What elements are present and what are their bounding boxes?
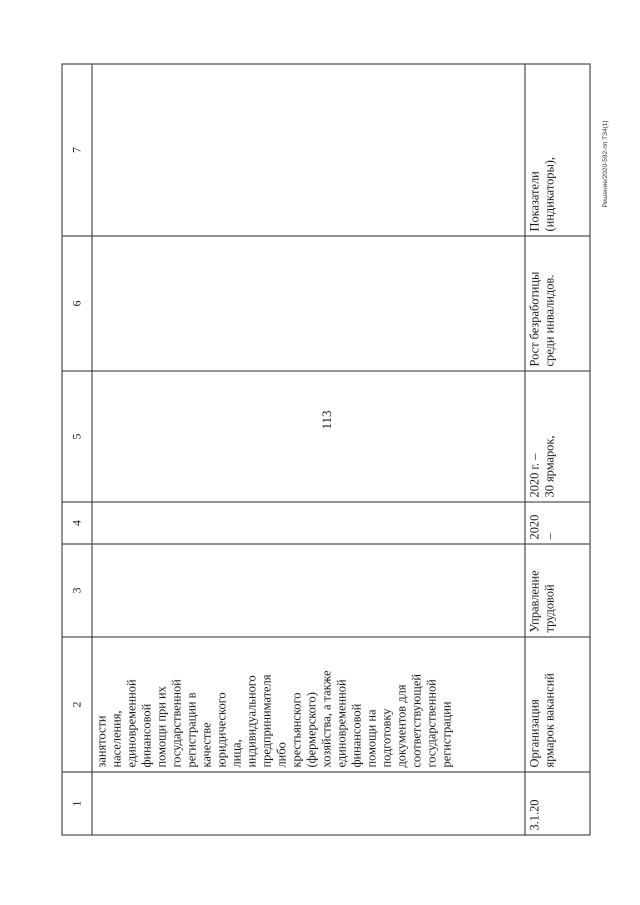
cell-text-line: финансовой bbox=[139, 703, 154, 768]
cell-number bbox=[92, 772, 525, 835]
table-row-continuation bbox=[92, 64, 525, 835]
cell-text-line: единовременной bbox=[124, 679, 139, 768]
cell-term bbox=[525, 502, 590, 544]
cell-text-line: государственной bbox=[169, 679, 184, 768]
cell-measure-name bbox=[525, 637, 590, 772]
cell-text-line: занятости bbox=[94, 715, 109, 768]
cell-text-line: регистрации bbox=[439, 701, 454, 768]
cell-text-line: Показатели bbox=[527, 171, 542, 232]
cell-text-line: трудовой bbox=[542, 584, 557, 633]
cell-text-line: качестве bbox=[199, 722, 214, 768]
document-footer: Решение/2020-592-пп ТЗ4(1) bbox=[602, 120, 609, 208]
measures-table bbox=[62, 64, 591, 836]
cell-text-line: (фермерского) bbox=[304, 692, 319, 768]
cell-text-line: крестьянского bbox=[289, 692, 304, 768]
cell-text-line: населения, bbox=[109, 710, 124, 768]
column-header-6: 6 bbox=[62, 236, 92, 371]
cell-text-line: (индикаторы), bbox=[542, 156, 557, 232]
cell-result bbox=[525, 371, 590, 502]
cell-risks bbox=[525, 236, 590, 371]
cell-text-line: соответствующей bbox=[409, 674, 424, 768]
cell-text-line: государственной bbox=[424, 679, 439, 768]
cell-text-line: 2020 г. – bbox=[527, 453, 542, 498]
cell-executor bbox=[92, 544, 525, 637]
cell-text-line: помощи при их bbox=[154, 686, 169, 768]
column-header-7: 7 bbox=[62, 64, 92, 236]
cell-text-line: Рост безработицы bbox=[527, 271, 542, 367]
measure-text bbox=[93, 638, 455, 772]
column-header-3: 3 bbox=[62, 544, 92, 637]
column-header-4: 4 bbox=[62, 502, 92, 544]
cell-text-line: подготовку bbox=[379, 708, 394, 768]
cell-executor bbox=[525, 544, 590, 637]
cell-text-line: Организация bbox=[527, 699, 542, 768]
cell-text-line: индивидуального bbox=[244, 675, 259, 768]
cell-text-line: финансовой bbox=[349, 703, 364, 768]
cell-text-line: либо bbox=[274, 742, 289, 768]
cell-text-line: 2020 bbox=[527, 514, 542, 540]
cell-text-line: юридического bbox=[214, 692, 229, 768]
cell-number: 3.1.20 bbox=[525, 772, 590, 835]
cell-text-line: ярмарок вакансий bbox=[542, 673, 557, 768]
cell-indicators bbox=[525, 64, 590, 236]
cell-risks bbox=[92, 236, 525, 371]
cell-text-line: среди инвалидов. bbox=[542, 274, 557, 367]
column-header-5: 5 bbox=[62, 371, 92, 502]
cell-text-line: 30 ярмарок, bbox=[542, 435, 557, 498]
column-header-2: 2 bbox=[62, 637, 92, 772]
cell-text-line: единовременной bbox=[334, 679, 349, 768]
cell-text-line: лица, bbox=[229, 739, 244, 768]
cell-result bbox=[92, 371, 525, 502]
column-header-1: 1 bbox=[62, 772, 92, 835]
cell-text-line: предпринимателя bbox=[259, 674, 274, 768]
cell-text-line: – bbox=[542, 533, 557, 540]
page-number: 113 bbox=[319, 410, 334, 430]
cell-term bbox=[92, 502, 525, 544]
program-table bbox=[62, 65, 590, 836]
table-row-3-1-20 bbox=[525, 64, 590, 835]
cell-text-line: помощи на bbox=[364, 709, 379, 768]
cell-text-line: хозяйства, а также bbox=[319, 670, 334, 768]
cell-text-line: регистрации в bbox=[184, 692, 199, 768]
cell-text-line: документов для bbox=[394, 684, 409, 768]
cell-indicators bbox=[92, 64, 525, 236]
cell-text-line: Управление bbox=[527, 570, 542, 633]
header-row bbox=[62, 64, 92, 835]
cell-measure-name bbox=[92, 637, 525, 772]
